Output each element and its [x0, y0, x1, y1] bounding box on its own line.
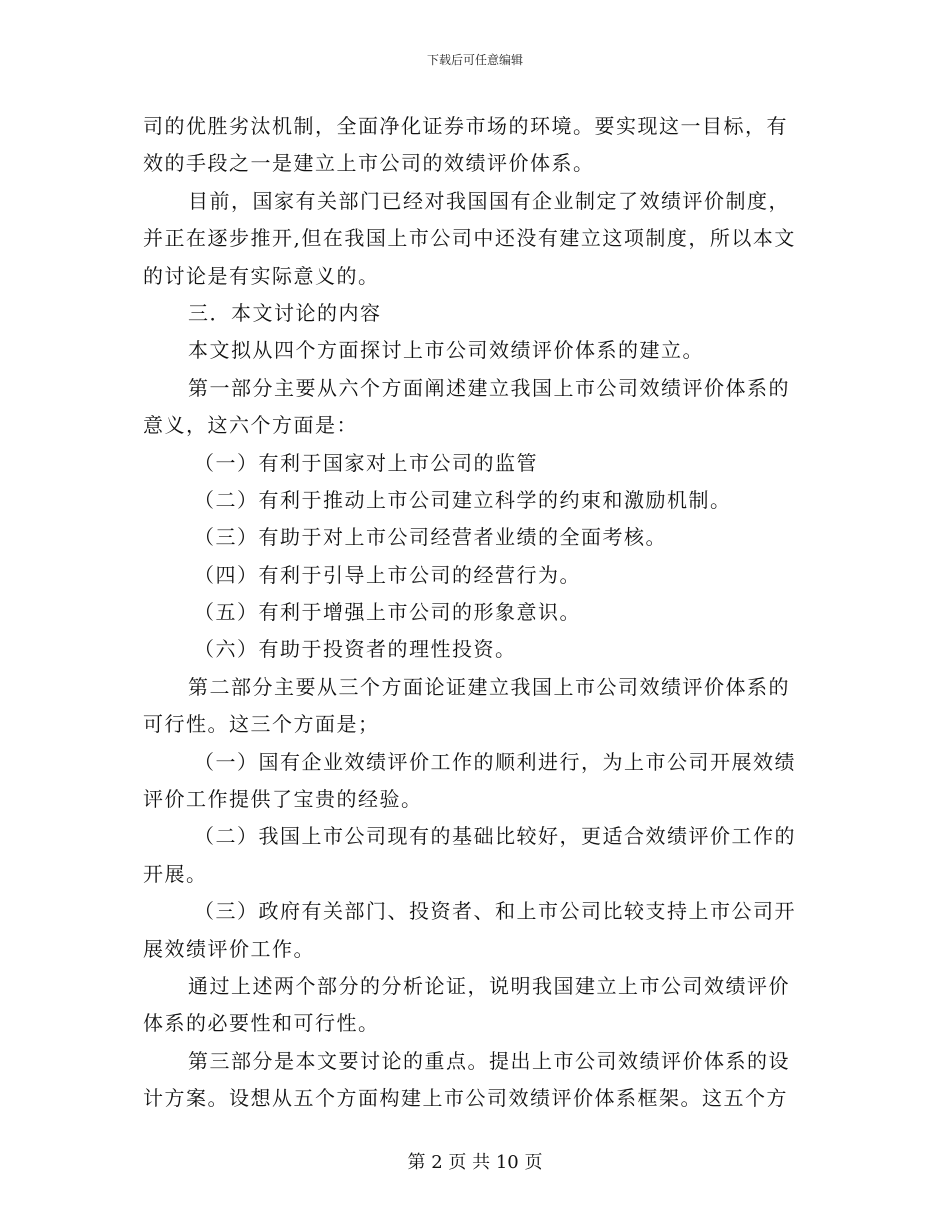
text-line: 展效绩评价工作。: [143, 936, 315, 961]
text-line: 计方案。设想从五个方面构建上市公司效绩评价体系框架。这五个方: [143, 1086, 788, 1111]
list-item: （一）国有企业效绩评价工作的顺利进行，为上市公司开展效绩: [194, 749, 796, 774]
page-number: 第 2 页 共 10 页: [407, 1152, 543, 1173]
text-line: 体系的必要性和可行性。: [143, 1011, 380, 1036]
list-item: （二）我国上市公司现有的基础比较好，更适合效绩评价工作的: [194, 824, 796, 849]
text-line: 的讨论是有实际意义的。: [143, 263, 380, 288]
document-body: [143, 108, 811, 1118]
list-item: （一）有利于国家对上市公司的监管: [194, 450, 538, 475]
text-line: 司的优胜劣汰机制，全面净化证券市场的环境。要实现这一目标，有: [143, 114, 788, 138]
list-item: （四）有利于引导上市公司的经营行为。: [194, 562, 581, 587]
text-line: 并正在逐步推开,但在我国上市公司中还没有建立这项制度，所以本文: [143, 226, 796, 251]
text-line: 第二部分主要从三个方面论证建立我国上市公司效绩评价体系的: [188, 674, 790, 699]
section-heading: 三．本文讨论的内容: [188, 300, 382, 325]
text-line: 第三部分是本文要讨论的重点。提出上市公司效绩评价体系的设: [188, 1048, 790, 1073]
list-item: （三）有助于对上市公司经营者业绩的全面考核。: [194, 525, 667, 550]
text-line: 可行性。这三个方面是；: [143, 712, 380, 737]
text-line: 目前，国家有关部门已经对我国国有企业制定了效绩评价制度，: [188, 188, 790, 213]
text-line: 第一部分主要从六个方面阐述建立我国上市公司效绩评价体系的: [188, 375, 790, 400]
text-line: 效的手段之一是建立上市公司的效绩评价体系。: [143, 151, 595, 176]
list-item: （三）政府有关部门、投资者、和上市公司比较支持上市公司开: [194, 899, 796, 924]
text-line: 通过上述两个部分的分析论证，说明我国建立上市公司效绩评价: [188, 973, 790, 998]
list-item: （六）有助于投资者的理性投资。: [194, 637, 517, 662]
text-line: 本文拟从四个方面探讨上市公司效绩评价体系的建立。: [188, 338, 704, 363]
page-header: 下载后可任意编辑: [426, 53, 523, 67]
list-item: （二）有利于推动上市公司建立科学的约束和激励机制。: [194, 487, 732, 512]
text-line: 开展。: [143, 861, 208, 886]
list-item: （五）有利于增强上市公司的形象意识。: [194, 600, 581, 625]
text-line: 意义，这六个方面是：: [143, 413, 358, 438]
text-line: 评价工作提供了宝贵的经验。: [143, 787, 423, 812]
